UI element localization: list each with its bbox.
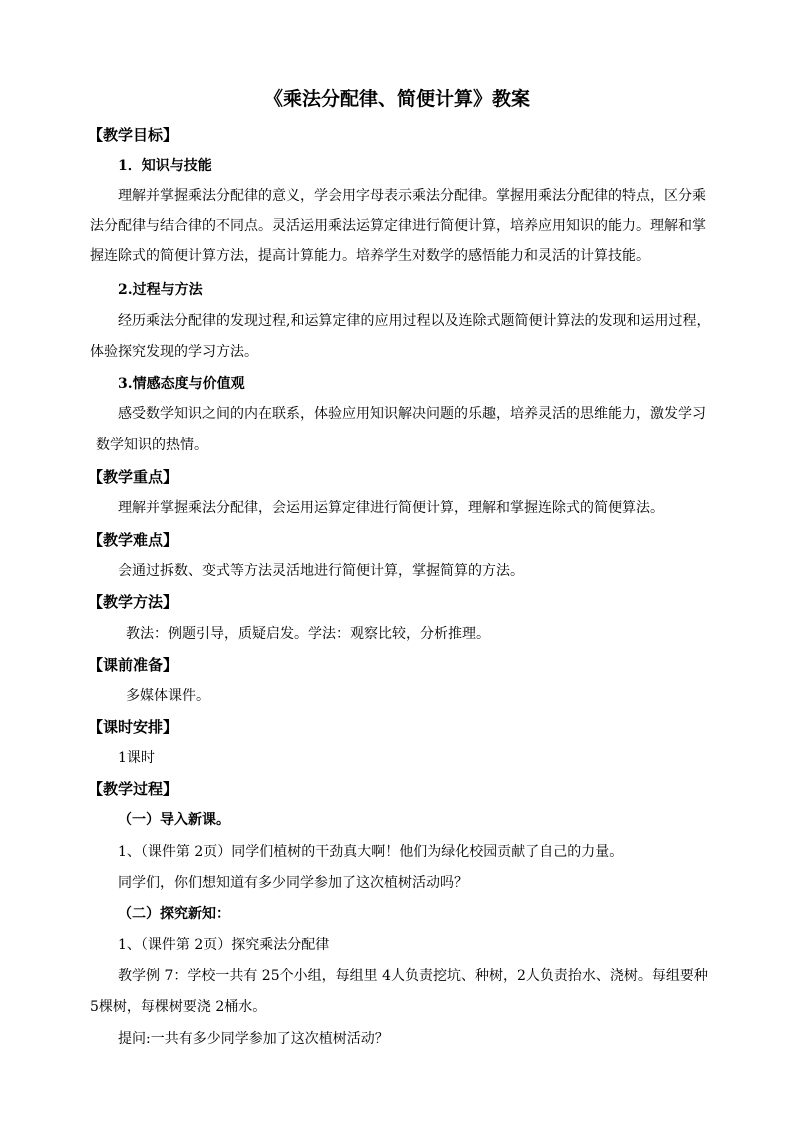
section-heading-schedule: 【课时安排】: [88, 718, 179, 736]
paragraph-line: 数学知识的热情。: [96, 437, 208, 453]
subheading-knowledge-skills: 1．知识与技能: [118, 158, 212, 174]
paragraph-line: 5棵树，每棵树要浇 2桶水。: [90, 999, 267, 1015]
paragraph-line: 1、（课件第 2页）探究乘法分配律: [118, 937, 330, 953]
paragraph-line: 同学们，你们想知道有多少同学参加了这次植树活动吗？: [118, 875, 468, 891]
paragraph-line: 多媒体课件。: [126, 688, 210, 704]
paragraph-line: 体验探究发现的学习方法。: [90, 344, 258, 360]
subheading-introduction: （一）导入新课。: [118, 812, 230, 828]
subheading-attitude-values: 3.情感态度与价值观: [118, 376, 245, 392]
section-heading-key: 【教学重点】: [88, 468, 179, 486]
paragraph-line: 会通过拆数、变式等方法灵活地进行简便计算，掌握简算的方法。: [118, 563, 524, 579]
paragraph-line: 握连除式的简便计算方法，提高计算能力。培养学生对数学的感悟能力和灵活的计算技能。: [90, 248, 650, 264]
section-heading-goals: 【教学目标】: [88, 126, 179, 144]
paragraph-line: 理解并掌握乘法分配律，会运用运算定律进行简便计算，理解和掌握连除式的简便算法。: [118, 500, 664, 516]
subheading-explore: （二）探究新知：: [118, 906, 230, 922]
paragraph-line: 提问:一共有多少同学参加了这次植树活动？: [118, 1031, 389, 1047]
section-heading-process: 【教学过程】: [88, 780, 179, 798]
paragraph-line: 感受数学知识之间的内在联系，体验应用知识解决问题的乐趣，培养灵活的思维能力，激发学习: [118, 406, 706, 422]
section-heading-difficulty: 【教学难点】: [88, 531, 179, 549]
subheading-process-method: 2.过程与方法: [118, 282, 203, 298]
paragraph-line: 法分配律与结合律的不同点。灵活运用乘法运算定律进行简便计算，培养应用知识的能力。理解和掌: [90, 218, 706, 234]
document-title: 《乘法分配律、简便计算》教案: [263, 88, 530, 110]
paragraph-line: 经历乘法分配律的发现过程,和运算定律的应用过程以及连除式题简便计算法的发现和运用过程，: [118, 313, 711, 329]
paragraph-line: 1课时: [118, 750, 155, 766]
paragraph-line: 理解并掌握乘法分配律的意义，学会用字母表示乘法分配律。掌握用乘法分配律的特点，区分乘: [118, 188, 706, 204]
paragraph-line: 教学例 7：学校一共有 25个小组，每组里 4人负责挖坑、种树，2人负责抬水、浇树。每组要种: [118, 968, 708, 984]
section-heading-method: 【教学方法】: [88, 593, 179, 611]
paragraph-line: 1、（课件第 2页）同学们植树的干劲真大啊！他们为绿化校园贡献了自己的力量。: [118, 844, 624, 860]
section-heading-preparation: 【课前准备】: [88, 656, 179, 674]
paragraph-line: 教法：例题引导，质疑启发。学法：观察比较，分析推理。: [126, 626, 490, 642]
